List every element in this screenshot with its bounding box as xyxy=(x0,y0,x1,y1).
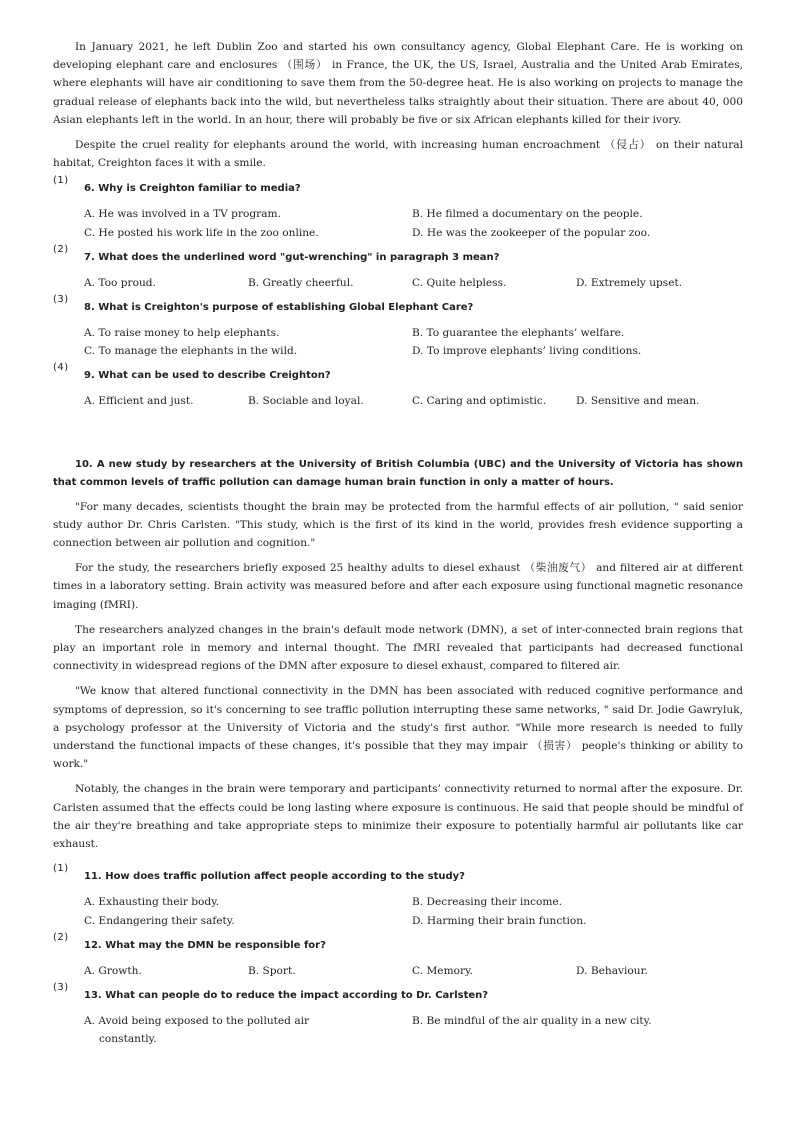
option-a: A. Exhausting their body. xyxy=(84,896,220,909)
option-a: A. Avoid being exposed to the polluted air constantly. xyxy=(84,1014,310,1046)
question-number: (4) xyxy=(53,362,69,374)
paragraph: The researchers analyzed changes in the brain's default mode network (DMN), a set of inter-connected brain regions that play an important role in memory and internal thought. The fMRI revealed that participants had decreased functional connectivity in widespread regions of the DMN after exposure to diesel exhaust, compared to filtered air. xyxy=(53,623,743,673)
question-text: 12. What may the DMN be responsible for? xyxy=(84,939,326,951)
question-text: 6. Why is Creighton familiar to media? xyxy=(84,183,301,195)
option-c: C. Caring and optimistic. xyxy=(412,395,547,408)
answer-options xyxy=(84,274,743,292)
option-c: C. Endangering their safety. xyxy=(84,914,235,927)
question-text: 9. What can be used to describe Creighton? xyxy=(84,370,331,382)
option-b: B. To guarantee the elephants’ welfare. xyxy=(412,327,625,340)
paragraph: "For many decades, scientists thought the brain may be protected from the harmful effects of air pollution, " said senior study author Dr. Chris Carlsten. "This study, which is the first of its kind in the world, provides fresh evidence supporting a connection between air pollution and cognition." xyxy=(53,500,743,550)
document-page xyxy=(53,38,743,1054)
question-text: 11. How does traffic pollution affect people according to the study? xyxy=(84,871,465,883)
option-c: C. Memory. xyxy=(412,964,474,977)
question-number: (3) xyxy=(53,981,69,993)
option-a: A. Efficient and just. xyxy=(84,395,194,408)
question-number: (1) xyxy=(53,175,69,187)
question-11 xyxy=(53,863,743,929)
question-text: 13. What can people do to reduce the impact according to Dr. Carlsten? xyxy=(84,989,489,1001)
option-c: C. Quite helpless. xyxy=(412,276,507,289)
option-d: D. Behaviour. xyxy=(576,964,648,977)
option-b: B. Greatly cheerful. xyxy=(248,276,354,289)
question-number: (3) xyxy=(53,294,69,306)
option-b: B. He filmed a documentary on the people. xyxy=(412,208,643,221)
option-c: C. To manage the elephants in the wild. xyxy=(84,345,298,358)
answer-options xyxy=(84,392,743,410)
option-d: D. He was the zookeeper of the popular zoo. xyxy=(412,226,651,239)
option-a: A. He was involved in a TV program. xyxy=(84,208,281,221)
question-8 xyxy=(53,294,743,360)
question-13 xyxy=(53,981,743,1048)
option-a: A. Too proud. xyxy=(84,276,156,289)
question-number: (2) xyxy=(53,931,69,943)
option-b: B. Decreasing their income. xyxy=(412,896,563,909)
question-6 xyxy=(53,175,743,241)
option-d: D. Sensitive and mean. xyxy=(576,395,700,408)
question-7 xyxy=(53,243,743,292)
option-a: A. To raise money to help elephants. xyxy=(84,327,280,340)
question-text: 7. What does the underlined word "gut-wrenching" in paragraph 3 mean? xyxy=(84,251,500,263)
paragraph: "We know that altered functional connectivity in the DMN has been associated with reduced cognitive performance and symptoms of depression, so it's concerning to see traffic pollution interrupting these same networks, " said Dr. Jodie Gawryluk, a psychology professor at the University of Victoria and the study's first author. "While more research is needed to fully understand the functional impacts of these changes, it's possible that they may impair （损害） people's thinking or ability to work." xyxy=(53,685,743,771)
answer-options xyxy=(84,324,743,360)
question-number: (1) xyxy=(53,863,69,875)
paragraph: Notably, the changes in the brain were temporary and participants’ connectivity returned to normal after the exposure. Dr. Carlsten assumed that the effects could be long lasting where exposure is continuous. He said that people should be mindful of the air they're breathing and take appropriate steps to minimize their exposure to potentially harmful air pollutants like car exhaust. xyxy=(53,783,743,851)
option-c: C. He posted his work life in the zoo online. xyxy=(84,226,319,239)
question-12 xyxy=(53,931,743,980)
answer-options xyxy=(84,893,743,929)
paragraph: Despite the cruel reality for elephants around the world, with increasing human encroachment （侵占） on their natural habitat, Creighton faces it with a smile. xyxy=(53,139,743,170)
option-d: D. To improve elephants’ living conditions. xyxy=(412,345,642,358)
option-b: B. Be mindful of the air quality in a new city. xyxy=(412,1014,652,1027)
answer-options xyxy=(84,962,743,980)
question-9 xyxy=(53,362,743,410)
question-text: 8. What is Creighton's purpose of establishing Global Elephant Care? xyxy=(84,302,474,314)
option-d: D. Harming their brain function. xyxy=(412,914,587,927)
paragraph: For the study, the researchers briefly exposed 25 healthy adults to diesel exhaust （柴油废气） and filtered air at different times in a laboratory setting. Brain activity was measured before and after each exposure using functional magnetic resonance imaging (fMRI). xyxy=(53,562,743,611)
answer-options xyxy=(84,1012,743,1048)
option-a: A. Growth. xyxy=(84,964,142,977)
option-b: B. Sport. xyxy=(248,964,296,977)
option-d: D. Extremely upset. xyxy=(576,276,683,289)
passage-headline: 10. A new study by researchers at the University of British Columbia (UBC) and the University of Victoria has shown that common levels of traffic pollution can damage human brain function in only a matter of hours. xyxy=(53,458,743,489)
question-number: (2) xyxy=(53,243,69,255)
paragraph: In January 2021, he left Dublin Zoo and started his own consultancy agency, Global Elephant Care. He is working on developing elephant care and enclosures （围场） in France, the UK, the US, Israel, Australia and the United Arab Emirates, where elephants will have air conditioning to save them from the 50-degree heat. He is also working on projects to manage the gradual release of elephants back into the wild, but nevertheless talks straightly about their situation. There are about 40, 000 Asian elephants left in the world. In an hour, there will probably be five or six African elephants killed for their ivory. xyxy=(53,41,743,126)
answer-options xyxy=(84,205,743,241)
option-b: B. Sociable and loyal. xyxy=(248,395,364,408)
